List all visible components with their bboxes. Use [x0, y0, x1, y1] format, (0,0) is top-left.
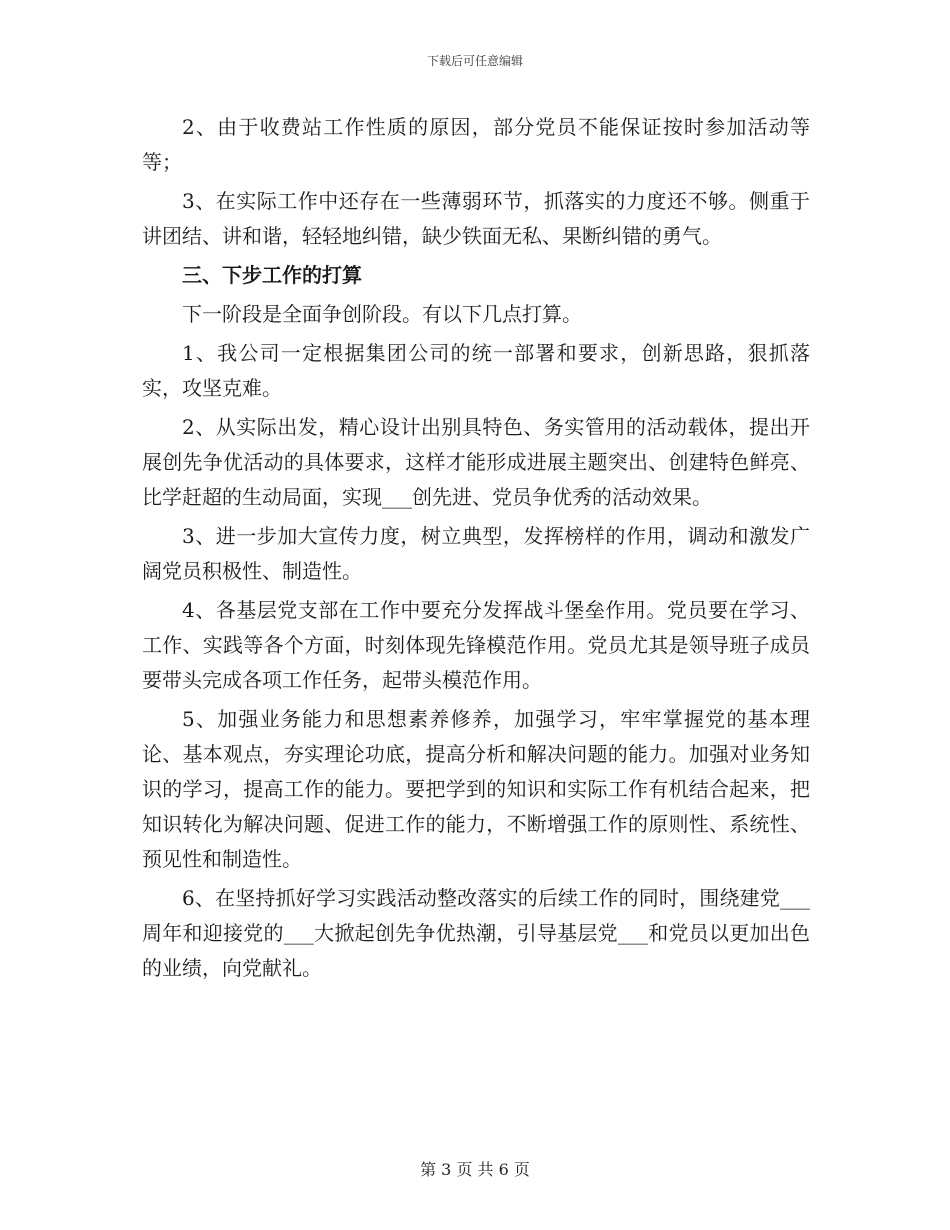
page-footer: 第 3 页 共 6 页 [420, 1160, 530, 1179]
paragraph: 6、在坚持抓好学习实践活动整改落实的后续工作的同时，围绕建党___周年和迎接党的___大掀起创先争优热潮，引导基层党___和党员以更加出色的业绩，向党献礼。 [142, 886, 810, 980]
section-heading: 三、下步工作的打算 [182, 263, 362, 287]
paragraph: 2、由于收费站工作性质的原因，部分党员不能保证按时参加活动等等； [142, 115, 810, 174]
paragraph: 3、在实际工作中还存在一些薄弱环节，抓落实的力度还不够。侧重于讲团结、讲和谐，轻轻地纠错，缺少铁面无私、果断纠错的勇气。 [142, 189, 810, 248]
paragraph: 2、从实际出发，精心设计出别具特色、务实管用的活动载体，提出开展创先争优活动的具体要求，这样才能形成进展主题突出、创建特色鲜亮、比学赶超的生动局面，实现___创先进、党员争优秀的活动效果。 [142, 415, 810, 509]
paragraph: 4、各基层党支部在工作中要充分发挥战斗堡垒作用。党员要在学习、工作、实践等各个方面，时刻体现先锋模范作用。党员尤其是领导班子成员要带头完成各项工作任务，起带头模范作用。 [142, 598, 810, 692]
page-header: 下载后可任意编辑 [426, 54, 523, 68]
paragraph: 1、我公司一定根据集团公司的统一部署和要求，创新思路，狠抓落实，攻坚克难。 [142, 341, 810, 400]
paragraph: 5、加强业务能力和思想素养修养，加强学习，牢牢掌握党的基本理论、基本观点，夯实理论功底，提高分析和解决问题的能力。加强对业务知识的学习，提高工作的能力。要把学到的知识和实际工作有机结合起来，把知识转化为解决问题、促进工作的能力，不断增强工作的原则性、系统性、预见性和制造性。 [142, 707, 810, 871]
paragraph: 下一阶段是全面争创阶段。有以下几点打算。 [182, 302, 582, 326]
document-body [142, 110, 810, 990]
paragraph: 3、进一步加大宣传力度，树立典型，发挥榜样的作用，调动和激发广阔党员积极性、制造性。 [142, 524, 810, 583]
